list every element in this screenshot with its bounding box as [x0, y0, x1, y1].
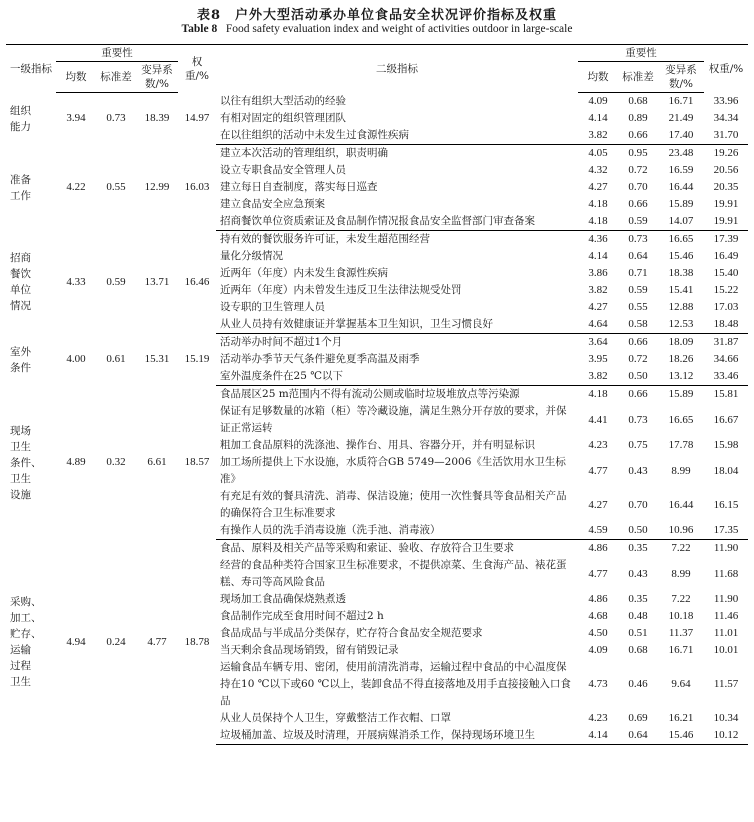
level2-indicator: 运输食品车辆专用、密闭，使用前清洗消毒，运输过程中食品的中心温度保持在10 ℃以下或60 ℃以上，装卸食品不得直接落地及用手直接接触入口食品 — [220, 661, 571, 707]
level2-sd: 0.58 — [618, 316, 658, 334]
level2-cv: 18.09 — [668, 336, 694, 348]
level1-indicator-line: 加工、 — [10, 612, 42, 624]
table-title-cn: 表8 户外大型活动承办单位食品安全状况评价指标及权重 — [196, 8, 558, 23]
level1-indicator-line: 室外 — [10, 345, 31, 358]
level1-indicator-line: 情况 — [10, 300, 31, 312]
level2-cv: 16.44 — [668, 181, 694, 193]
level2-indicator: 以往有组织大型活动的经验 — [220, 94, 347, 107]
level1-indicator-line: 准备 — [10, 173, 31, 186]
level2-weight: 15.98 — [713, 439, 739, 451]
level2-weight: 11.46 — [713, 610, 739, 622]
level2-weight: 34.34 — [713, 112, 739, 124]
level1-indicator-line: 组织 — [10, 104, 31, 117]
level1-weight: 16.46 — [184, 275, 210, 288]
level1-indicator-line: 条件 — [10, 361, 31, 374]
level2-sd: 0.43 — [628, 464, 648, 477]
level2-weight: 16.15 — [713, 498, 739, 511]
table-row — [6, 145, 748, 163]
level1-indicator-line: 单位 — [10, 284, 31, 296]
level2-weight: 18.48 — [704, 316, 748, 334]
level2-sd: 0.66 — [628, 388, 648, 400]
header-weight-2: 权重/% — [704, 45, 748, 93]
table-body — [6, 93, 748, 745]
level2-indicator: 室外温度条件在25 ℃以下 — [216, 368, 578, 386]
level2-cv: 17.40 — [658, 127, 704, 145]
level2-weight: 33.46 — [704, 368, 748, 386]
level2-sd: 0.66 — [628, 198, 648, 210]
level2-cv: 16.65 — [668, 413, 694, 426]
level2-cv: 8.99 — [671, 567, 691, 580]
level2-sd: 0.64 — [628, 250, 648, 262]
level2-weight: 15.22 — [713, 284, 739, 296]
header-cv-1: 变异系数/% — [136, 62, 178, 93]
table-row — [6, 386, 748, 404]
level2-sd: 0.51 — [628, 627, 648, 639]
level2-sd: 0.89 — [628, 112, 648, 124]
level1-cv: 6.61 — [147, 456, 167, 468]
level2-weight: 16.49 — [713, 250, 739, 262]
level2-sd: 0.75 — [628, 439, 648, 451]
level2-avg: 4.64 — [578, 316, 618, 334]
level2-weight: 18.04 — [713, 464, 739, 477]
level1-cv: 15.31 — [144, 353, 170, 365]
level2-sd: 0.59 — [628, 284, 648, 296]
level2-weight: 34.66 — [713, 353, 739, 365]
header-avg-2: 均数 — [578, 62, 618, 93]
level2-cv: 18.26 — [668, 353, 694, 365]
level2-sd: 0.66 — [628, 336, 648, 348]
level2-avg: 4.05 — [588, 147, 608, 159]
level2-sd: 0.69 — [628, 712, 648, 724]
level2-cv: 7.22 — [671, 593, 691, 605]
level2-cv: 8.99 — [671, 464, 691, 477]
level1-weight: 18.57 — [184, 456, 210, 468]
level2-sd: 0.50 — [618, 368, 658, 386]
header-sd-1: 标准差 — [96, 62, 136, 93]
level2-sd: 0.66 — [618, 127, 658, 145]
level1-indicator-line: 工作 — [10, 189, 31, 202]
level2-weight: 33.96 — [713, 94, 739, 107]
level2-avg: 4.86 — [588, 593, 608, 605]
level2-sd: 0.71 — [628, 267, 648, 279]
level2-indicator: 在以往组织的活动中未发生过食源性疾病 — [216, 127, 578, 145]
header-avg-1: 均数 — [56, 62, 96, 93]
level1-indicator-line: 过程 — [10, 660, 31, 672]
level1-sd: 0.32 — [106, 456, 126, 468]
level2-indicator: 食品制作完成至食用时间不超过2 h — [220, 610, 384, 622]
level2-indicator: 有相对固定的组织管理团队 — [220, 112, 347, 124]
level1-avg: 4.94 — [66, 635, 86, 648]
level1-indicator-line: 卫生 — [10, 440, 31, 453]
level2-weight: 19.26 — [713, 147, 739, 159]
level2-indicator: 活动举办时间不超过1个月 — [220, 336, 343, 348]
level2-cv: 16.71 — [668, 644, 694, 656]
level2-indicator: 设专职的卫生管理人员 — [220, 301, 326, 313]
level2-indicator: 建立每日自查制度，落实每日巡查 — [220, 181, 378, 193]
level2-cv: 23.48 — [668, 147, 694, 159]
level2-weight: 10.01 — [713, 644, 739, 656]
level2-indicator: 食品、原料及相关产品等采购和索证、验收、存放符合卫生要求 — [220, 542, 515, 554]
level1-indicator-line: 设施 — [10, 488, 31, 501]
table-title-en-text: Food safety evaluation index and weight of activities outdoor in large-scale — [225, 23, 573, 35]
level1-sd: 0.55 — [106, 181, 126, 193]
level2-weight: 10.12 — [704, 727, 748, 745]
level2-sd: 0.46 — [628, 678, 648, 690]
level2-weight: 31.70 — [704, 127, 748, 145]
level2-indicator: 持有效的餐饮服务许可证，未发生超范围经营 — [220, 233, 431, 245]
level2-weight: 11.90 — [713, 593, 739, 605]
level2-avg: 4.86 — [588, 542, 608, 554]
level2-indicator: 保证有足够数量的冰箱（柜）等冷藏设施，满足生熟分开存放的要求，并保证正常运转 — [220, 405, 567, 434]
level1-cv: 12.99 — [144, 181, 170, 193]
level2-avg: 4.73 — [588, 678, 608, 690]
level2-cv: 16.44 — [668, 498, 694, 511]
level2-weight: 11.57 — [713, 678, 739, 690]
level1-indicator-line: 能力 — [10, 120, 31, 133]
level2-cv: 15.41 — [668, 284, 694, 296]
header-weight-1: 权重/% — [178, 45, 216, 93]
level2-weight: 11.90 — [713, 542, 739, 554]
level2-weight: 15.40 — [713, 267, 739, 279]
level2-sd: 0.55 — [628, 301, 648, 313]
level2-indicator: 近两年（年度）内未曾发生违反卫生法律法规受处罚 — [220, 284, 462, 296]
level2-avg: 3.82 — [588, 284, 608, 296]
level2-avg: 3.82 — [578, 127, 618, 145]
level2-sd: 0.68 — [628, 95, 648, 107]
level2-avg: 4.18 — [588, 388, 608, 400]
header-importance-2: 重要性 — [578, 45, 704, 62]
level1-indicator-line: 卫生 — [10, 472, 31, 485]
level1-indicator-line: 采购、 — [10, 596, 42, 608]
level2-avg: 4.18 — [578, 213, 618, 231]
table-title-en — [0, 23, 754, 35]
level2-avg: 4.32 — [588, 164, 608, 176]
level2-cv: 13.12 — [658, 368, 704, 386]
level2-avg: 4.14 — [588, 112, 608, 124]
level2-indicator: 有操作人员的洗手消毒设施（洗手池、消毒液） — [216, 522, 578, 540]
level2-weight: 10.34 — [713, 712, 739, 724]
evaluation-table — [6, 44, 748, 745]
level2-avg: 4.09 — [588, 95, 608, 107]
level2-avg: 4.77 — [588, 567, 608, 580]
level1-indicator-line: 贮存、 — [10, 628, 42, 640]
level2-avg: 4.14 — [588, 250, 608, 262]
level2-sd: 0.72 — [628, 164, 648, 176]
level2-indicator: 活动举办季节天气条件避免夏季高温及雨季 — [220, 353, 420, 365]
level2-avg: 4.68 — [588, 610, 608, 622]
level2-sd: 0.59 — [618, 213, 658, 231]
level2-avg: 3.82 — [578, 368, 618, 386]
level2-avg: 4.18 — [588, 198, 608, 210]
level2-sd: 0.35 — [628, 542, 648, 554]
level2-sd: 0.70 — [628, 181, 648, 193]
level2-sd: 0.50 — [618, 522, 658, 540]
level1-sd: 0.73 — [106, 112, 126, 125]
level2-avg: 4.36 — [588, 233, 608, 245]
level2-avg: 4.23 — [588, 439, 608, 451]
level1-indicator — [6, 334, 56, 386]
table-row — [6, 540, 748, 558]
level1-weight: 15.19 — [184, 353, 210, 365]
level2-indicator: 垃圾桶加盖、垃圾及时清理，开展病媒消杀工作，保持现场环境卫生 — [216, 727, 578, 745]
table-row — [6, 93, 748, 111]
level2-cv: 11.37 — [668, 627, 694, 639]
level2-cv: 15.46 — [668, 250, 694, 262]
level2-avg: 4.23 — [588, 712, 608, 724]
level2-sd: 0.73 — [628, 413, 648, 426]
table-row — [6, 334, 748, 352]
level2-cv: 21.49 — [668, 112, 694, 124]
level1-weight: 16.03 — [184, 181, 210, 193]
level2-avg: 4.14 — [578, 727, 618, 745]
level2-weight: 19.91 — [704, 213, 748, 231]
level1-indicator-line: 运输 — [10, 644, 31, 656]
level2-indicator: 当天剩余食品现场销毁，留有销毁记录 — [220, 644, 399, 656]
level1-weight: 14.97 — [184, 112, 210, 124]
table-title-en-label: Table 8 — [181, 23, 218, 35]
level1-sd: 0.61 — [106, 353, 126, 365]
level2-indicator: 量化分级情况 — [220, 250, 284, 262]
level2-cv: 15.89 — [668, 388, 694, 400]
level2-cv: 12.88 — [668, 301, 694, 313]
level2-indicator: 建立本次活动的管理组织，职责明确 — [220, 147, 389, 159]
level2-avg: 4.50 — [588, 627, 608, 639]
level2-avg: 4.27 — [588, 181, 608, 193]
level2-cv: 14.07 — [658, 213, 704, 231]
level2-weight: 19.91 — [713, 198, 739, 210]
level2-sd: 0.43 — [628, 567, 648, 580]
header-level1: 一级指标 — [6, 45, 56, 93]
level2-weight: 11.68 — [713, 567, 739, 580]
level1-avg: 4.33 — [66, 275, 86, 288]
level2-avg: 4.77 — [588, 464, 608, 477]
level2-cv: 16.65 — [668, 233, 694, 245]
level2-weight: 20.35 — [713, 181, 739, 193]
level1-avg: 4.00 — [66, 353, 86, 365]
level2-indicator: 加工场所提供上下水设施，水质符合GB 5749—2006《生活饮用水卫生标准》 — [220, 456, 566, 485]
level2-indicator: 设立专职食品安全管理人员 — [220, 164, 347, 176]
level2-sd: 0.95 — [628, 147, 648, 159]
level2-indicator: 有充足有效的餐具清洗、消毒、保洁设施；使用一次性餐具等食品相关产品的确保符合卫生标准要求 — [220, 490, 567, 519]
level2-indicator: 食品展区25 m范围内不得有流动公厕或临时垃圾堆放点等污染源 — [220, 388, 520, 400]
level2-indicator: 食品成品与半成品分类保存，贮存符合食品安全规范要求 — [220, 627, 483, 639]
level1-avg: 4.89 — [66, 456, 86, 468]
level1-indicator — [6, 231, 56, 334]
level2-indicator: 从业人员保持个人卫生，穿戴整洁工作衣帽、口罩 — [220, 712, 452, 724]
level2-cv: 12.53 — [658, 316, 704, 334]
level1-indicator-line: 卫生 — [10, 676, 31, 688]
level2-weight: 17.35 — [704, 522, 748, 540]
level1-weight: 18.78 — [184, 635, 210, 648]
level2-weight: 15.81 — [713, 388, 739, 400]
level2-weight: 11.01 — [713, 627, 739, 639]
level2-indicator: 招商餐饮单位资质索证及食品制作情况报食品安全监督部门审查备案 — [216, 213, 578, 231]
level2-indicator: 近两年（年度）内未发生食源性疾病 — [220, 267, 389, 279]
level2-indicator: 粗加工食品原料的洗涤池、操作台、用具、容器分开，并有明显标识 — [220, 439, 536, 451]
header-sd-2: 标准差 — [618, 62, 658, 93]
level2-cv: 10.96 — [658, 522, 704, 540]
level1-indicator — [6, 93, 56, 145]
level2-sd: 0.68 — [628, 644, 648, 656]
level2-cv: 16.21 — [668, 712, 694, 724]
level1-sd: 0.24 — [106, 635, 126, 648]
level2-weight: 16.67 — [713, 413, 739, 426]
level2-weight: 20.56 — [713, 164, 739, 176]
level2-sd: 0.48 — [628, 610, 648, 622]
level2-avg: 3.86 — [588, 267, 608, 279]
level2-cv: 7.22 — [671, 542, 691, 554]
level2-avg: 4.59 — [578, 522, 618, 540]
level2-cv: 10.18 — [668, 610, 694, 622]
level2-avg: 4.09 — [588, 644, 608, 656]
level2-indicator: 从业人员持有效健康证并掌握基本卫生知识，卫生习惯良好 — [216, 316, 578, 334]
header-level2: 二级指标 — [216, 45, 578, 93]
level1-cv: 13.71 — [144, 275, 170, 288]
level2-sd: 0.70 — [628, 498, 648, 511]
level2-weight: 31.87 — [713, 336, 739, 348]
level1-indicator — [6, 540, 56, 745]
level1-cv: 4.77 — [147, 635, 167, 648]
level2-avg: 3.95 — [588, 353, 608, 365]
header-importance-1: 重要性 — [56, 45, 178, 62]
level1-sd: 0.59 — [106, 275, 126, 288]
level2-avg: 3.64 — [588, 336, 608, 348]
level1-indicator-line: 条件、 — [10, 456, 42, 469]
level1-avg: 4.22 — [66, 181, 86, 193]
level2-weight: 17.03 — [713, 301, 739, 313]
level2-sd: 0.72 — [628, 353, 648, 365]
table-row — [6, 231, 748, 249]
header-cv-2: 变异系数/% — [658, 62, 704, 93]
level2-indicator: 经营的食品种类符合国家卫生标准要求，不提供凉菜、生食海产品、裱花蛋糕、寿司等高风险食品 — [220, 559, 567, 588]
level2-sd: 0.64 — [618, 727, 658, 745]
level2-cv: 15.46 — [658, 727, 704, 745]
level2-sd: 0.73 — [628, 233, 648, 245]
level1-indicator-line: 招商 — [10, 252, 31, 264]
level2-cv: 18.38 — [668, 267, 694, 279]
level2-indicator: 现场加工食品确保烧熟煮透 — [220, 593, 347, 605]
level1-indicator-line: 餐饮 — [10, 268, 31, 280]
level2-weight: 17.39 — [713, 233, 739, 245]
level1-cv: 18.39 — [144, 112, 170, 125]
level2-cv: 15.89 — [668, 198, 694, 210]
level2-avg: 4.27 — [588, 498, 608, 511]
level1-indicator — [6, 145, 56, 231]
level2-cv: 17.78 — [668, 439, 694, 451]
level2-indicator: 建立食品安全应急预案 — [220, 198, 326, 210]
level1-avg: 3.94 — [66, 112, 86, 125]
level2-cv: 16.59 — [668, 164, 694, 176]
level2-sd: 0.35 — [628, 593, 648, 605]
level1-indicator-line: 现场 — [10, 424, 31, 437]
level1-indicator — [6, 386, 56, 540]
level2-avg: 4.27 — [588, 301, 608, 313]
level2-avg: 4.41 — [588, 413, 608, 426]
level2-cv: 16.71 — [668, 95, 694, 107]
level2-cv: 9.64 — [671, 678, 691, 690]
